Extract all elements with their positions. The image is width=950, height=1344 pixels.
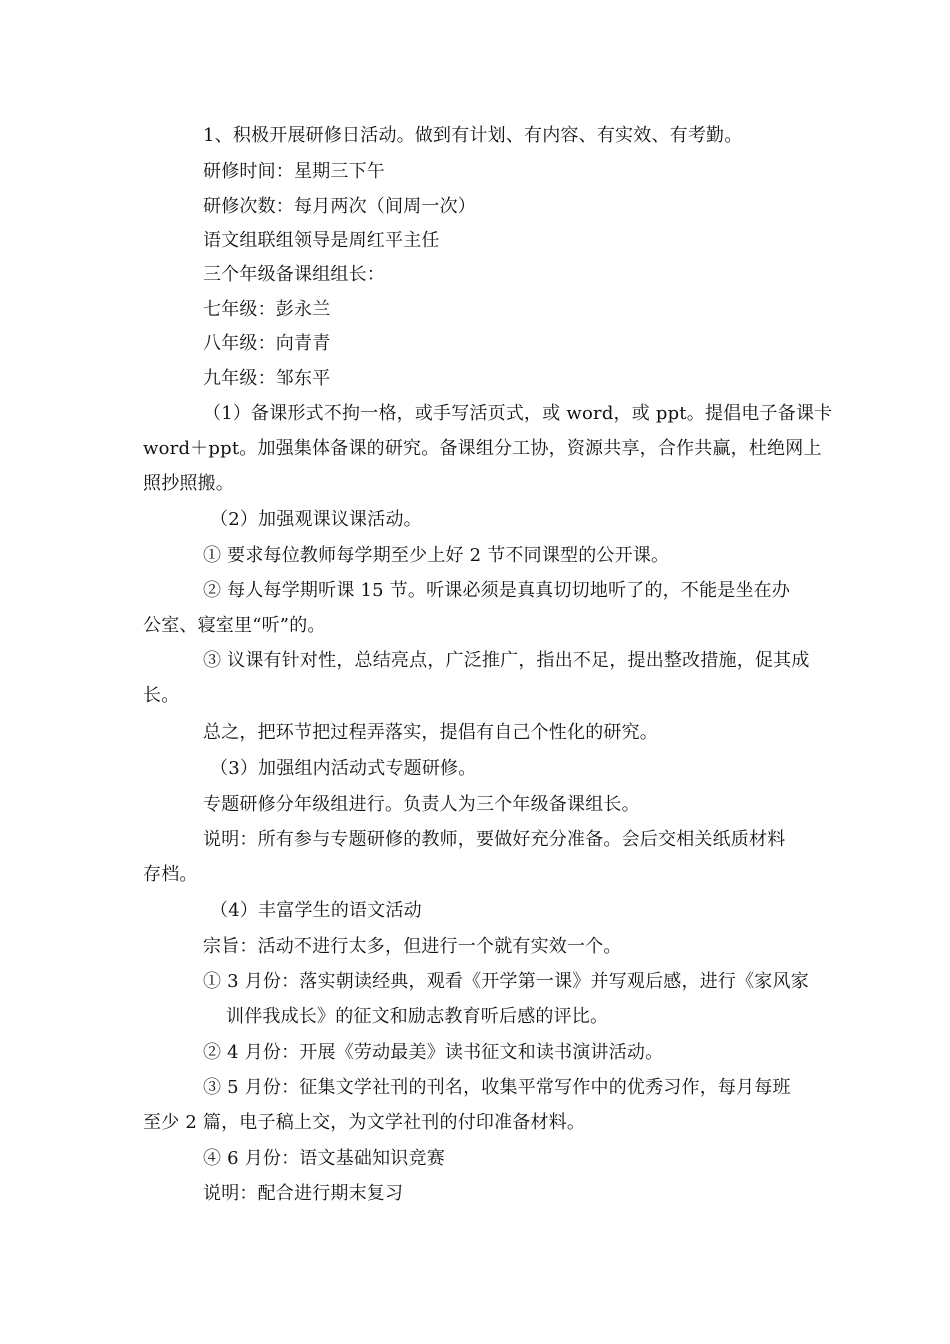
paragraph-group-leader: 语文组联组领导是周红平主任 xyxy=(203,230,440,251)
paragraph-may-line2: 至少 2 篇，电子稿上交，为文学社刊的付印准备材料。 xyxy=(143,1112,586,1133)
paragraph-review-line1: ③ 议课有针对性，总结亮点，广泛推广，指出不足，提出整改措施，促其成 xyxy=(203,650,810,671)
paragraph-grade-leaders-heading: 三个年级备课组组长： xyxy=(203,264,385,285)
paragraph-study-count: 研修次数：每月两次（间周一次） xyxy=(203,196,476,217)
paragraph-grade9: 九年级：邹东平 xyxy=(203,368,331,389)
paragraph-summary: 总之，把环节把过程弄落实，提倡有自己个性化的研究。 xyxy=(203,722,658,743)
paragraph-lesson-prep-line1: （1）备课形式不拘一格，或手写活页式，或 word，或 ppt。提倡电子备课卡 xyxy=(203,403,833,424)
paragraph-may-line1: ③ 5 月份：征集文学社刊的刊名，收集平常写作中的优秀习作，每月每班 xyxy=(203,1077,791,1098)
paragraph-review-line2: 长。 xyxy=(143,685,180,706)
paragraph-lesson-prep-line2: word＋ppt。加强集体备课的研究。备课组分工协，资源共享，合作共赢，杜绝网上 xyxy=(143,438,822,459)
paragraph-listening-line2: 公室、寝室里“听”的。 xyxy=(143,615,326,636)
paragraph-grade8: 八年级：向青青 xyxy=(203,333,331,354)
paragraph-study-time: 研修时间：星期三下午 xyxy=(203,161,385,182)
paragraph-purpose: 宗旨：活动不进行太多，但进行一个就有实效一个。 xyxy=(203,936,622,957)
paragraph-final-note: 说明：配合进行期末复习 xyxy=(203,1183,404,1204)
paragraph-june: ④ 6 月份：语文基础知识竞赛 xyxy=(203,1148,445,1169)
paragraph-topic-study-heading: （3）加强组内活动式专题研修。 xyxy=(210,758,477,779)
paragraph-march-line2: 训伴我成长》的征文和励志教育听后感的评比。 xyxy=(226,1006,609,1027)
paragraph-march-line1: ① 3 月份：落实朝读经典，观看《开学第一课》并写观后感，进行《家风家 xyxy=(203,971,809,992)
paragraph-student-activity-heading: （4）丰富学生的语文活动 xyxy=(210,900,422,921)
paragraph-lesson-prep-line3: 照抄照搬。 xyxy=(143,473,234,494)
paragraph-open-class: ① 要求每位教师每学期至少上好 2 节不同课型的公开课。 xyxy=(203,545,670,566)
paragraph-listening-line1: ② 每人每学期听课 15 节。听课必须是真真切切地听了的，不能是坐在办 xyxy=(203,580,791,601)
paragraph-grade7: 七年级：彭永兰 xyxy=(203,299,331,320)
paragraph-note-line2: 存档。 xyxy=(143,864,198,885)
paragraph-note-line1: 说明：所有参与专题研修的教师，要做好充分准备。会后交相关纸质材料 xyxy=(203,829,786,850)
paragraph-topic-study-body: 专题研修分年级组进行。负责人为三个年级备课组长。 xyxy=(203,794,640,815)
paragraph-activity-heading: 1、积极开展研修日活动。做到有计划、有内容、有实效、有考勤。 xyxy=(203,125,743,146)
paragraph-april: ② 4 月份：开展《劳动最美》读书征文和读书演讲活动。 xyxy=(203,1042,664,1063)
paragraph-observation-heading: （2）加强观课议课活动。 xyxy=(210,509,422,530)
